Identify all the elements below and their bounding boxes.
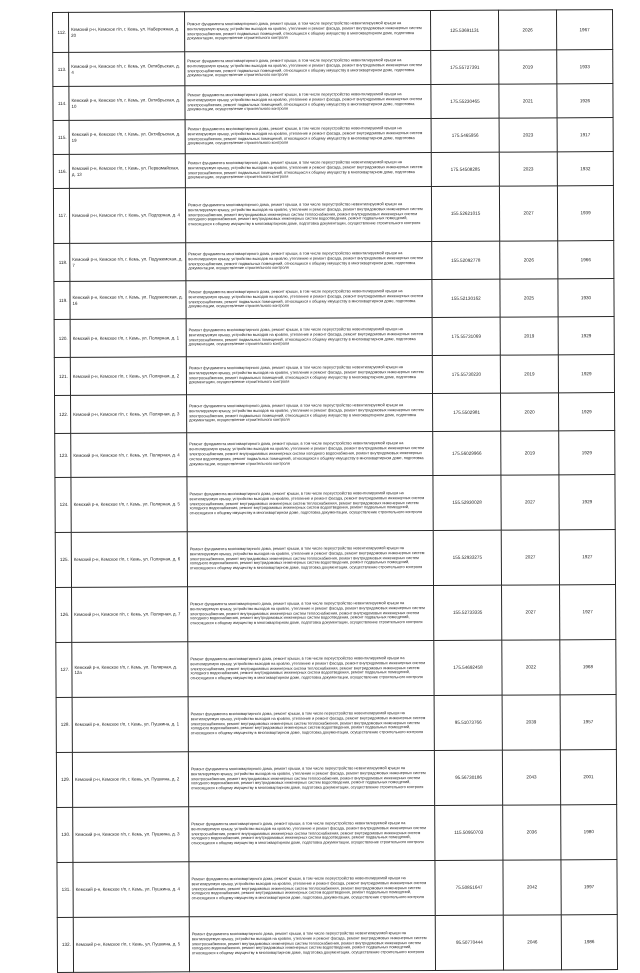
works-cell: Ремонт фундамента многоквартирного дома, ремонт крыши, в том числе переустройство невентилируемой крыши на вентилируемую крышу, устройство выходов на кровлю, утепление и ремонт фасада, ремонт внутридомовых инженерных систем электроснабжения, ремонт внутридомовых инженерных систем теплоснабжения, ремонт внутридомовых инженерных систем холодного водоснабжения, ремонт внутридомовых инженерных систем водоотведения, ремонт подвальных помещений, относящихся к общему имуществу в многоквартирном доме, подготовка документации, осуществление строительного контроля	[187, 476, 433, 532]
document-sheet	[52, 9, 617, 956]
table-row	[56, 640, 616, 698]
works-cell: Ремонт фундамента многоквартирного дома, ремонт крыши, в том числе переустройство невентилируемой крыши на вентилируемую крышу, устройство выходов на кровлю, утепление и ремонт фасада, ремонт внутридомовых инженерных систем электроснабжения, ремонт подвальных помещений, относящихся к общему имуществу в многоквартирном доме, подготовка документации, осуществление строительного контроля	[185, 51, 431, 86]
cost-cell: 175.5502981	[433, 393, 501, 431]
build-year-cell: 1927	[560, 585, 616, 640]
address-cell: Кемский р-н, Кемское г/п, г. Кемь, ул. Октябрьская, д. 10	[69, 86, 185, 121]
works-cell: Ремонт фундамента многоквартирного дома, ремонт крыши, в том числе переустройство невентилируемой крыши на вентилируемую крышу, устройство выходов на кровлю, утепление и ремонт фасада, ремонт внутридомовых инженерных систем электроснабжения, ремонт подвальных помещений, относящихся к общему имуществу в многоквартирном доме, подготовка документации, осуществление строительного контроля	[186, 280, 432, 319]
address-cell: Кемский р-н, Кемское г/п, г. Кемь, ул. Полярная, д. 4	[71, 433, 187, 478]
works-cell: Ремонт фундамента многоквартирного дома, ремонт крыши, в том числе переустройство невентилируемой крыши на вентилируемую крышу, устройство выходов на кровлю, утепление и ремонт фасада, ремонт внутридомовых инженерных систем электроснабжения, ремонт подвальных помещений, относящихся к общему имуществу в многоквартирном доме, подготовка документации, осуществление строительного контроля	[185, 119, 431, 154]
planned-year-cell: 2022	[502, 640, 560, 695]
cost-cell: 115.50950703	[435, 805, 503, 860]
works-cell: Ремонт фундамента многоквартирного дома, ремонт крыши, в том числе переустройство невентилируемой крыши на вентилируемую крышу, устройство выходов на кровлю, утепление и ремонт фасада, ремонт внутридомовых инженерных систем электроснабжения, ремонт подвальных помещений, относящихся к общему имуществу в многоквартирном доме, подготовка документации, осуществление строительного контроля	[186, 242, 432, 281]
address-cell: Кемский р-н, Кемское г/п, г. Кемь, ул. Первомайская, д. 13	[69, 154, 185, 189]
build-year-cell: 1929	[559, 431, 615, 475]
cost-cell: 155.52621015	[431, 186, 499, 241]
table-row	[55, 530, 615, 588]
works-cell: Ремонт фундамента многоквартирного дома, ремонт крыши, в том числе переустройство невентилируемой крыши на вентилируемую крышу, устройство выходов на кровлю, утепление и ремонт фасада, ремонт внутридомовых инженерных систем электроснабжения, ремонт подвальных помещений, относящихся к общему имуществу в многоквартирном доме, подготовка документации, осуществление строительного контроля	[185, 153, 431, 188]
cost-cell: 175.55727391	[431, 50, 499, 84]
address-cell: Кемский р-н, Кемское г/п, г. Кемь, ул. Полярная, д. 1	[70, 319, 186, 358]
works-cell: Ремонт фундамента многоквартирного дома, ремонт крыши, в том числе переустройство невентилируемой крыши на вентилируемую крышу, устройство выходов на кровлю, утепление и ремонт фасада, ремонт внутридомовых инженерных систем электроснабжения, ремонт подвальных помещений, относящихся к общему имуществу в многоквартирном доме, подготовка документации, осуществление строительного контроля	[185, 85, 431, 120]
table-row	[54, 279, 614, 320]
row-number: 112.	[53, 12, 69, 52]
cost-cell: 95.56730186	[434, 750, 502, 805]
address-cell: Кемский р-н, Кемское г/п, г. Кемь, ул. Полярная, д. 12а	[72, 642, 188, 698]
table-row	[53, 50, 613, 87]
address-cell: Кемский р-н, Кемское г/п, г. Кемь, ул. Пушкина, д. 5	[73, 917, 189, 973]
address-cell: Кемский р-н, Кемское г/п, г. Кемь, ул. Пушкина, д. 1	[72, 697, 188, 753]
address-cell: Кемский р-н, Кемское г/п, г. Кемь, ул. Пушкина, д. 4	[73, 862, 189, 918]
table-body	[53, 10, 618, 973]
planned-year-cell: 2019	[500, 355, 558, 393]
build-year-cell: 1968	[560, 640, 616, 695]
cost-cell: 125.53691131	[430, 10, 498, 50]
address-cell: Кемский р-н, Кемское г/п, г. Кемь, ул. Пушкина, д. 2	[72, 752, 188, 808]
works-cell: Ремонт фундамента многоквартирного дома, ремонт крыши, в том числе переустройство невентилируемой крыши на вентилируемую крышу, устройство выходов на кровлю, утепление и ремонт фасада, ремонт внутридомовых инженерных систем электроснабжения, ремонт внутридомовых инженерных систем теплоснабжения, ремонт внутридомовых инженерных систем холодного водоснабжения, ремонт внутридомовых инженерных систем водоотведения, ремонт подвальных помещений, относящихся к общему имуществу в многоквартирном доме, подготовка документации, осуществление строительного контроля	[189, 916, 435, 972]
row-number: 115.	[53, 120, 69, 154]
build-year-cell: 1929	[558, 355, 614, 393]
works-cell: Ремонт фундамента многоквартирного дома, ремонт крыши, в том числе переустройство невентилируемой крыши на вентилируемую крышу, устройство выходов на кровлю, утепление и ремонт фасада, ремонт внутридомовых инженерных систем электроснабжения, ремонт внутридомовых инженерных систем холодного водоснабжения, ремонт внутридомовых инженерных систем водоотведения, ремонт подвальных помещений, относящихся к общему имуществу в многоквартирном доме, подготовка документации, осуществление строительного контроля	[187, 432, 433, 477]
row-number: 130.	[57, 807, 73, 862]
row-number: 126.	[56, 587, 72, 642]
planned-year-cell: 2027	[499, 186, 557, 241]
planned-year-cell: 2020	[501, 393, 559, 431]
table-row	[57, 860, 617, 918]
cost-cell: 175.55731069	[432, 317, 500, 355]
planned-year-cell: 2043	[502, 750, 560, 805]
build-year-cell: 2001	[560, 750, 616, 805]
row-number: 119.	[54, 281, 70, 319]
planned-year-cell: 2026	[500, 241, 558, 279]
works-cell: Ремонт фундамента многоквартирного дома, ремонт крыши, в том числе переустройство невентилируемой крыши на вентилируемую крышу, устройство выходов на кровлю, утепление и ремонт фасада, ремонт внутридомовых инженерных систем электроснабжения, ремонт подвальных помещений, относящихся к общему имуществу в многоквартирном доме, подготовка документации, осуществление строительного контроля	[185, 11, 431, 52]
row-number: 120.	[54, 319, 70, 357]
table-row	[57, 805, 617, 863]
build-year-cell: 1917	[557, 118, 613, 152]
cost-cell: 155.52733335	[434, 585, 502, 640]
works-cell: Ремонт фундамента многоквартирного дома, ремонт крыши, в том числе переустройство невентилируемой крыши на вентилируемую крышу, устройство выходов на кровлю, утепление и ремонт фасада, ремонт внутридомовых инженерных систем электроснабжения, ремонт подвальных помещений, относящихся к общему имуществу в многоквартирном доме, подготовка документации, осуществление строительного контроля	[186, 318, 432, 357]
planned-year-cell: 2019	[501, 431, 559, 475]
planned-year-cell: 2042	[503, 860, 561, 915]
address-cell: Кемский р-н, Кемское г/п, г. Кемь, ул. Подужемская, д. 7	[70, 243, 186, 282]
table-row	[57, 915, 617, 973]
planned-year-cell: 2027	[501, 475, 559, 530]
works-cell: Ремонт фундамента многоквартирного дома, ремонт крыши, в том числе переустройство невентилируемой крыши на вентилируемую крышу, устройство выходов на кровлю, утепление и ремонт фасада, ремонт внутридомовых инженерных систем электроснабжения, ремонт внутридомовых инженерных систем теплоснабжения, ремонт внутридомовых инженерных систем холодного водоснабжения, ремонт внутридомовых инженерных систем водоотведения, ремонт подвальных помещений, относящихся к общему имуществу в многоквартирном доме, подготовка документации, осуществление строительного контроля	[188, 586, 434, 642]
works-cell: Ремонт фундамента многоквартирного дома, ремонт крыши, в том числе переустройство невентилируемой крыши на вентилируемую крышу, устройство выходов на кровлю, утепление и ремонт фасада, ремонт внутридомовых инженерных систем электроснабжения, ремонт внутридомовых инженерных систем теплоснабжения, ремонт внутридомовых инженерных систем холодного водоснабжения, ремонт внутридомовых инженерных систем водоотведения, ремонт подвальных помещений, относящихся к общему имуществу в многоквартирном доме, подготовка документации, осуществление строительного контроля	[189, 861, 435, 917]
table-row	[54, 317, 614, 358]
build-year-cell: 1933	[557, 50, 613, 84]
address-cell: Кемский р-н, Кемское г/п, г. Кемь, ул. Полярная, д. 6	[71, 532, 187, 588]
address-cell: Кемский р-н, Кемское г/п, г. Кемь, ул. Подгорная, д. 4	[69, 188, 185, 244]
cost-cell: 175.54508285	[431, 152, 499, 186]
works-cell: Ремонт фундамента многоквартирного дома, ремонт крыши, в том числе переустройство невентилируемой крыши на вентилируемую крышу, устройство выходов на кровлю, утепление и ремонт фасада, ремонт внутридомовых инженерных систем электроснабжения, ремонт подвальных помещений, относящихся к общему имуществу в многоквартирном доме, подготовка документации, осуществление строительного контроля	[187, 394, 433, 433]
row-number: 127.	[56, 642, 72, 697]
cost-cell: 155.52930028	[433, 475, 501, 530]
planned-year-cell: 2021	[499, 84, 557, 118]
row-number: 125.	[55, 532, 71, 587]
row-number: 117.	[53, 188, 69, 243]
row-number: 114.	[53, 86, 69, 120]
address-cell: Кемский р-н, Кемское г/п, г. Кемь, ул. Набережная, д. 20	[69, 12, 185, 53]
table-row	[53, 152, 613, 189]
works-cell: Ремонт фундамента многоквартирного дома, ремонт крыши, в том числе переустройство невентилируемой крыши на вентилируемую крышу, устройство выходов на кровлю, утепление и ремонт фасада, ремонт внутридомовых инженерных систем электроснабжения, ремонт внутридомовых инженерных систем теплоснабжения, ремонт внутридомовых инженерных систем холодного водоснабжения, ремонт внутридомовых инженерных систем водоотведения, ремонт подвальных помещений, относящихся к общему имуществу в многоквартирном доме, подготовка документации, осуществление строительного контроля	[188, 641, 434, 697]
row-number: 122.	[55, 395, 71, 433]
build-year-cell: 1930	[558, 279, 614, 317]
build-year-cell: 1967	[556, 10, 612, 50]
row-number: 123.	[55, 433, 71, 477]
build-year-cell: 1957	[560, 695, 616, 750]
planned-year-cell: 2026	[498, 10, 556, 50]
table-row	[53, 10, 613, 53]
row-number: 118.	[54, 243, 70, 281]
cost-cell: 175.56029966	[433, 431, 501, 475]
cost-cell: 95.51073766	[434, 695, 502, 750]
row-number: 116.	[53, 154, 69, 188]
table-row	[54, 241, 614, 282]
works-cell: Ремонт фундамента многоквартирного дома, ремонт крыши, в том числе переустройство невентилируемой крыши на вентилируемую крышу, устройство выходов на кровлю, утепление и ремонт фасада, ремонт внутридомовых инженерных систем электроснабжения, ремонт подвальных помещений, относящихся к общему имуществу в многоквартирном доме, подготовка документации, осуществление строительного контроля	[186, 356, 432, 395]
cost-cell: 95.50770444	[435, 915, 503, 970]
cost-cell: 155.52092778	[432, 241, 500, 279]
planned-year-cell: 2036	[503, 805, 561, 860]
cost-cell: 155.52130162	[432, 279, 500, 317]
build-year-cell: 1986	[561, 915, 617, 970]
address-cell: Кемский р-н, Кемское г/п, г. Кемь, ул. Полярная, д. 3	[71, 395, 187, 434]
build-year-cell: 1966	[558, 241, 614, 279]
works-cell: Ремонт фундамента многоквартирного дома, ремонт крыши, в том числе переустройство невентилируемой крыши на вентилируемую крышу, устройство выходов на кровлю, утепление и ремонт фасада, ремонт внутридомовых инженерных систем электроснабжения, ремонт внутридомовых инженерных систем теплоснабжения, ремонт внутридомовых инженерных систем холодного водоснабжения, ремонт внутридомовых инженерных систем водоотведения, ремонт подвальных помещений, относящихся к общему имуществу в многоквартирном доме, подготовка документации, осуществление строительного контроля	[185, 187, 431, 243]
planned-year-cell: 2039	[502, 695, 560, 750]
build-year-cell: 1980	[561, 805, 617, 860]
capital-repair-table	[52, 9, 618, 973]
cost-cell: 175.54692458	[434, 640, 502, 695]
works-cell: Ремонт фундамента многоквартирного дома, ремонт крыши, в том числе переустройство невентилируемой крыши на вентилируемую крышу, устройство выходов на кровлю, утепление и ремонт фасада, ремонт внутридомовых инженерных систем электроснабжения, ремонт внутридомовых инженерных систем теплоснабжения, ремонт внутридомовых инженерных систем холодного водоснабжения, ремонт внутридомовых инженерных систем водоотведения, ремонт подвальных помещений, относящихся к общему имуществу в многоквартирном доме, подготовка документации, осуществление строительного контроля	[188, 751, 434, 807]
cost-cell: 175.55730220	[432, 355, 500, 393]
works-cell: Ремонт фундамента многоквартирного дома, ремонт крыши, в том числе переустройство невентилируемой крыши на вентилируемую крышу, устройство выходов на кровлю, утепление и ремонт фасада, ремонт внутридомовых инженерных систем электроснабжения, ремонт внутридомовых инженерных систем теплоснабжения, ремонт внутридомовых инженерных систем холодного водоснабжения, ремонт внутридомовых инженерных систем водоотведения, ремонт подвальных помещений, относящихся к общему имуществу в многоквартирном доме, подготовка документации, осуществление строительного контроля	[187, 531, 433, 587]
address-cell: Кемский р-н, Кемское г/п, г. Кемь, ул. Октябрьская, д. 4	[69, 52, 185, 87]
table-row	[56, 750, 616, 808]
works-cell: Ремонт фундамента многоквартирного дома, ремонт крыши, в том числе переустройство невентилируемой крыши на вентилируемую крышу, устройство выходов на кровлю, утепление и ремонт фасада, ремонт внутридомовых инженерных систем электроснабжения, ремонт внутридомовых инженерных систем теплоснабжения, ремонт внутридомовых инженерных систем холодного водоснабжения, ремонт внутридомовых инженерных систем водоотведения, ремонт подвальных помещений, относящихся к общему имуществу в многоквартирном доме, подготовка документации, осуществление строительного контроля	[188, 696, 434, 752]
table-row	[53, 118, 613, 155]
cost-cell: 175.5465956	[431, 118, 499, 152]
address-cell: Кемский р-н, Кемское г/п, г. Кемь, ул. Пушкина, д. 3	[73, 807, 189, 863]
row-number: 132.	[57, 917, 73, 972]
table-row	[55, 393, 615, 434]
planned-year-cell: 2023	[499, 152, 557, 186]
address-cell: Кемский р-н, Кемское г/п, г. Кемь, ул. Полярная, д. 5	[71, 477, 187, 533]
table-row	[56, 695, 616, 753]
row-number: 128.	[56, 697, 72, 752]
works-cell: Ремонт фундамента многоквартирного дома, ремонт крыши, в том числе переустройство невентилируемой крыши на вентилируемую крышу, устройство выходов на кровлю, утепление и ремонт фасада, ремонт внутридомовых инженерных систем электроснабжения, ремонт внутридомовых инженерных систем теплоснабжения, ремонт внутридомовых инженерных систем холодного водоснабжения, ремонт внутридомовых инженерных систем водоотведения, ремонт подвальных помещений, относящихся к общему имуществу в многоквартирном доме, подготовка документации, осуществление строительного контроля	[189, 806, 435, 862]
row-number: 124.	[55, 477, 71, 532]
cost-cell: 155.52933275	[433, 530, 501, 585]
build-year-cell: 1929	[559, 475, 615, 530]
planned-year-cell: 2019	[500, 317, 558, 355]
build-year-cell: 1929	[559, 393, 615, 431]
address-cell: Кемский р-н, Кемское г/п, г. Кемь, ул. Подужемская, д. 16	[70, 281, 186, 320]
build-year-cell: 1932	[557, 152, 613, 186]
planned-year-cell: 2025	[500, 279, 558, 317]
cost-cell: 75.50851647	[435, 860, 503, 915]
table-row	[53, 186, 613, 244]
planned-year-cell: 2027	[501, 530, 559, 585]
row-number: 121.	[54, 357, 70, 395]
row-number: 129.	[56, 752, 72, 807]
address-cell: Кемский р-н, Кемское г/п, г. Кемь, ул. Полярная, д. 2	[70, 357, 186, 396]
planned-year-cell: 2019	[499, 50, 557, 84]
planned-year-cell: 2027	[502, 585, 560, 640]
row-number: 113.	[53, 52, 69, 86]
build-year-cell: 1929	[558, 317, 614, 355]
address-cell: Кемский р-н, Кемское г/п, г. Кемь, ул. Полярная, д. 7	[72, 587, 188, 643]
table-row	[55, 431, 615, 478]
table-row	[53, 84, 613, 121]
table-row	[55, 475, 615, 533]
cost-cell: 175.55230465	[431, 84, 499, 118]
build-year-cell: 1927	[559, 530, 615, 585]
planned-year-cell: 2023	[499, 118, 557, 152]
table-row	[54, 355, 614, 396]
build-year-cell: 1939	[557, 186, 613, 241]
build-year-cell: 1926	[557, 84, 613, 118]
build-year-cell: 1997	[561, 860, 617, 915]
row-number: 131.	[57, 862, 73, 917]
address-cell: Кемский р-н, Кемское г/п, г. Кемь, ул. Октябрьская, д. 19	[69, 120, 185, 155]
table-row	[56, 585, 616, 643]
planned-year-cell: 2046	[503, 915, 561, 970]
